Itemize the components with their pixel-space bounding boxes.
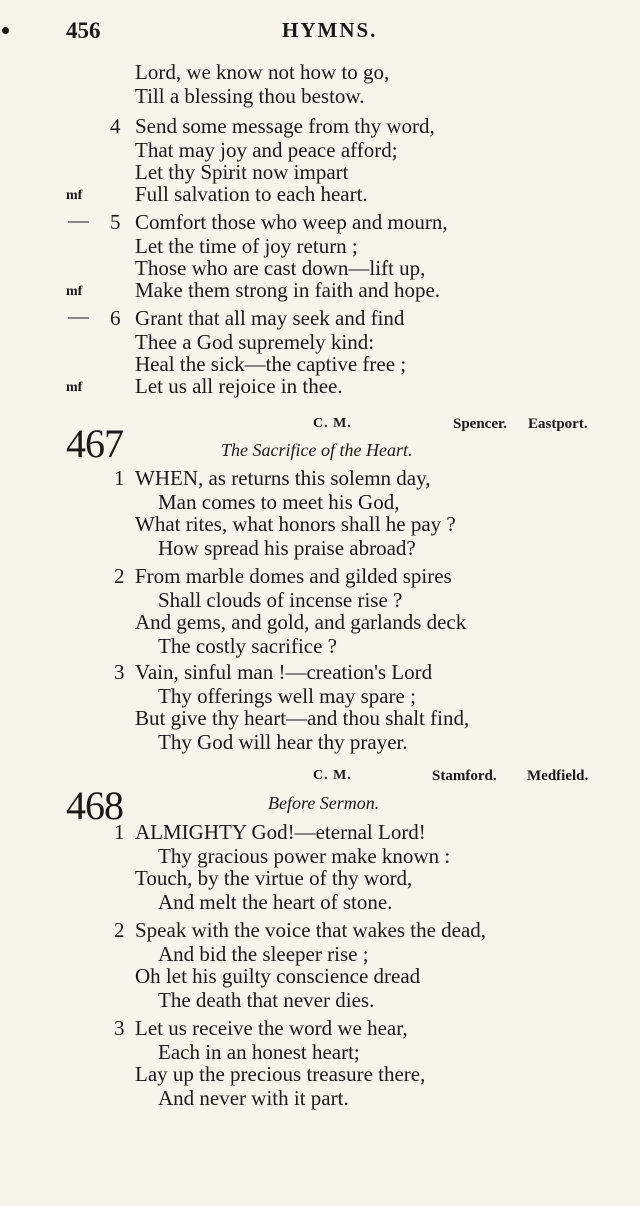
hymn-number: 467: [66, 421, 123, 466]
verse-line-text: Let us all rejoice in thee.: [135, 374, 343, 398]
tune-name: Stamford.: [432, 768, 497, 784]
verse-line-text: Man comes to meet his God,: [158, 490, 400, 514]
verse-number: 1: [114, 820, 125, 844]
verse-line: [0, 306, 640, 330]
verse-line: [0, 634, 640, 658]
verse-line-text: Send some message from thy word,: [135, 114, 435, 138]
dynamic-mark: mf: [66, 188, 83, 203]
hymn-meter: C. M.: [313, 416, 352, 431]
tune-name: Medfield.: [527, 768, 589, 784]
verse-line-text: And melt the heart of stone.: [158, 890, 393, 914]
verse-line-text: But give thy heart—and thou shalt find,: [135, 706, 470, 730]
verse-line: [0, 114, 640, 138]
verse-line: [0, 490, 640, 514]
verse-line: [0, 964, 640, 988]
running-title: HYMNS.: [282, 18, 378, 42]
verse-line: [0, 684, 640, 708]
verse-line: [0, 60, 640, 84]
hymn-meter: C. M.: [313, 768, 352, 783]
verse-number: 6: [110, 306, 121, 330]
verse-line-text: Shall clouds of incense rise ?: [158, 588, 403, 612]
verse-line-text: That may joy and peace afford;: [135, 138, 398, 162]
verse-line-text: Comfort those who weep and mourn,: [135, 210, 448, 234]
verse-line: [0, 1040, 640, 1064]
verse-line-text: Lay up the precious treasure there,: [135, 1062, 426, 1086]
verse-line: [0, 866, 640, 890]
verse-line-text: The costly sacrifice ?: [158, 634, 337, 658]
verse-line: [0, 210, 640, 234]
verse-line-text: Grant that all may seek and find: [135, 306, 405, 330]
verse-line-text: Speak with the voice that wakes the dead,: [135, 918, 487, 942]
verse-line: [0, 138, 640, 162]
verse-line: [0, 160, 640, 184]
verse-line: [0, 844, 640, 868]
verse-line: [0, 512, 640, 536]
verse-line: [0, 256, 640, 280]
tune-name: Eastport.: [528, 416, 588, 432]
verse-line: [0, 466, 640, 490]
verse-line: [0, 1086, 640, 1110]
verse-line-text: And bid the sleeper rise ;: [158, 942, 369, 966]
verse-line-text: Make them strong in faith and hope.: [135, 278, 441, 302]
verse-line-text: Heal the sick—the captive free ;: [135, 352, 407, 376]
verse-line-text: Lord, we know not how to go,: [135, 60, 390, 84]
verse-line: [0, 278, 640, 302]
verse-line: [0, 890, 640, 914]
verse-number: 2: [114, 564, 125, 588]
verse-line-text: ALMIGHTY God!—eternal Lord!: [135, 820, 426, 844]
verse-line: [0, 352, 640, 376]
verse-line: [0, 730, 640, 754]
margin-dot: [2, 27, 9, 34]
verse-number: 3: [114, 660, 125, 684]
verse-number: 4: [110, 114, 121, 138]
verse-line-text: Those who are cast down—lift up,: [135, 256, 426, 280]
verse-line-text: Thee a God supremely kind:: [135, 330, 375, 354]
verse-number: 3: [114, 1016, 125, 1040]
dynamic-mark: —: [68, 208, 89, 232]
verse-line: [0, 820, 640, 844]
verse-line: [0, 588, 640, 612]
verse-line-text: The death that never dies.: [158, 988, 375, 1012]
verse-line: [0, 564, 640, 588]
verse-line-text: Touch, by the virtue of thy word,: [135, 866, 413, 890]
verse-line: [0, 234, 640, 258]
verse-line: [0, 918, 640, 942]
verse-line-text: Thy offerings well may spare ;: [158, 684, 416, 708]
verse-line: [0, 1062, 640, 1086]
verse-line: [0, 1016, 640, 1040]
verse-line: [0, 988, 640, 1012]
verse-line-text: Full salvation to each heart.: [135, 182, 368, 206]
verse-line: [0, 182, 640, 206]
verse-line-text: Till a blessing thou bestow.: [135, 84, 365, 108]
dynamic-mark: —: [68, 304, 89, 328]
verse-line: [0, 942, 640, 966]
verse-line-text: And never with it part.: [158, 1086, 349, 1110]
verse-line-text: From marble domes and gilded spires: [135, 564, 452, 588]
tune-name: Spencer.: [453, 416, 508, 432]
verse-line-text: Let thy Spirit now impart: [135, 160, 349, 184]
dynamic-mark: mf: [66, 380, 83, 395]
verse-line-text: And gems, and gold, and garlands deck: [135, 610, 467, 634]
verse-line: [0, 706, 640, 730]
verse-line-text: WHEN, as returns this solemn day,: [135, 466, 431, 490]
verse-line: [0, 536, 640, 560]
verse-line-text: Thy gracious power make known :: [158, 844, 451, 868]
page-number: 456: [66, 18, 101, 43]
verse-line-text: How spread his praise abroad?: [158, 536, 416, 560]
verse-line: [0, 610, 640, 634]
verse-line-text: Let the time of joy return ;: [135, 234, 358, 258]
verse-line-text: Thy God will hear thy prayer.: [158, 730, 408, 754]
verse-line-text: Vain, sinful man !—creation's Lord: [135, 660, 433, 684]
hymn-title: The Sacrifice of the Heart.: [221, 440, 413, 460]
verse-line: [0, 330, 640, 354]
verse-line-text: Each in an honest heart;: [158, 1040, 360, 1064]
hymn-title: Before Sermon.: [268, 793, 380, 813]
verse-number: 1: [114, 466, 125, 490]
running-head: [0, 18, 640, 48]
verse-line-text: What rites, what honors shall he pay ?: [135, 512, 456, 536]
verse-line-text: Let us receive the word we hear,: [135, 1016, 408, 1040]
verse-number: 5: [110, 210, 121, 234]
verse-line: [0, 374, 640, 398]
verse-line-text: Oh let his guilty conscience dread: [135, 964, 421, 988]
verse-line: [0, 84, 640, 108]
verse-line: [0, 660, 640, 684]
hymn-number: 468: [66, 783, 123, 828]
dynamic-mark: mf: [66, 284, 83, 299]
verse-number: 2: [114, 918, 125, 942]
